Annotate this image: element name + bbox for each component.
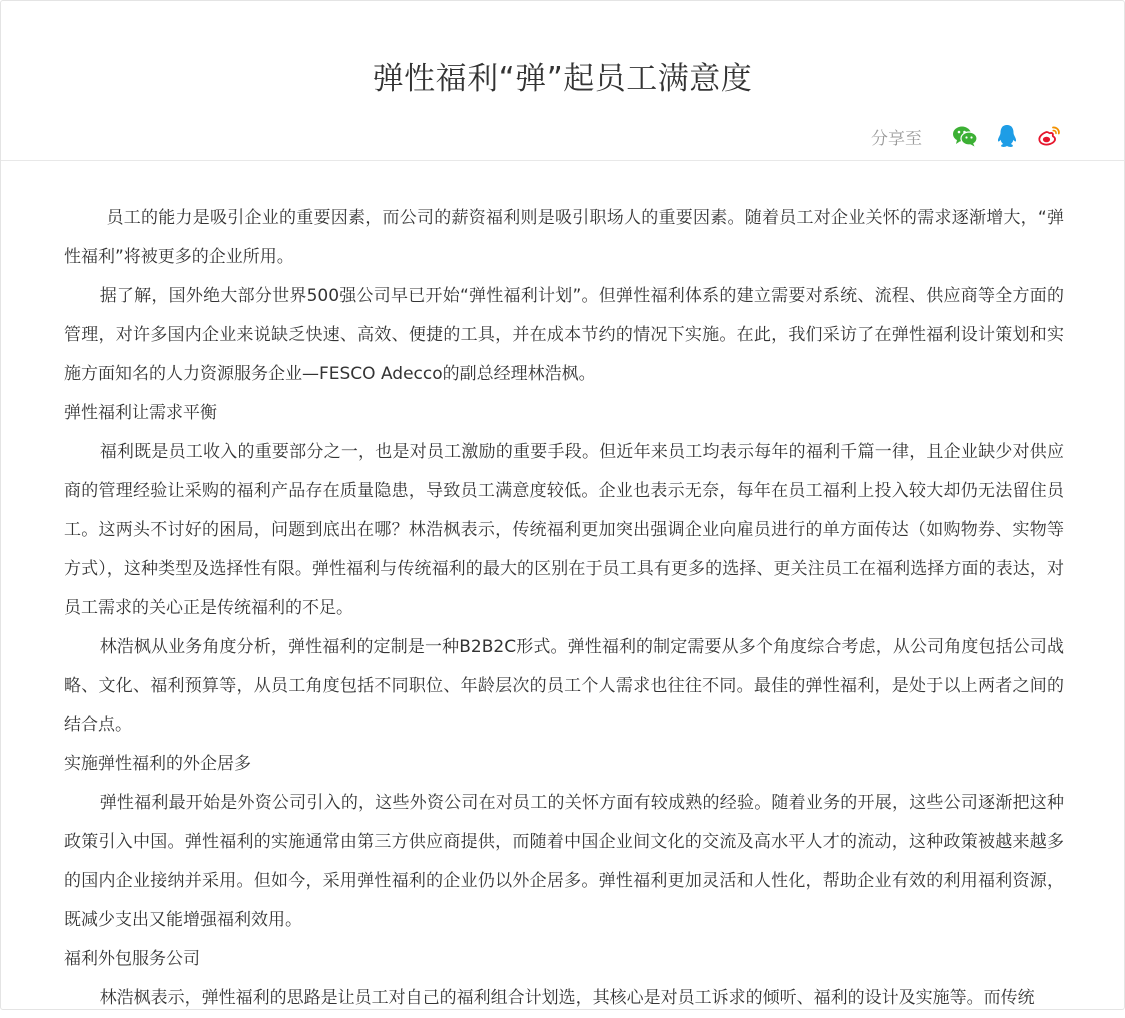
- section-heading: 福利外包服务公司: [64, 949, 200, 969]
- section-heading: 实施弹性福利的外企居多: [64, 754, 251, 774]
- share-bar: [871, 121, 1062, 151]
- paragraph: 福利既是员工收入的重要部分之一，也是对员工激励的重要手段。但近年来员工均表示每年的福利千篇一律，且企业缺少对供应商的管理经验让采购的福利产品存在质量隐患，导致员工满意度较低。企业也表示无奈，每年在员工福利上投入较大却仍无法留住员工。这两头不讨好的困局，问题到底出在哪？林浩枫表示，传统福利更加突出强调企业向雇员进行的单方面传达（如购物券、实物等方式），这种类型及选择性有限。弹性福利与传统福利的最大的区别在于员工具有更多的选择、更关注员工在福利选择方面的表达，对员工需求的关心正是传统福利的不足。: [64, 442, 1064, 618]
- paragraph: 据了解，国外绝大部分世界500强公司早已开始“弹性福利计划”。但弹性福利体系的建立需要对系统、流程、供应商等全方面的管理，对许多国内企业来说缺乏快速、高效、便捷的工具，并在成本节约的情况下实施。在此，我们采访了在弹性福利设计策划和实施方面知名的人力资源服务企业—FESCO Adecco的副总经理林浩枫。: [64, 286, 1064, 384]
- share-label: 分享至: [871, 128, 922, 149]
- article-body: [64, 199, 1064, 1018]
- section-heading: 弹性福利让需求平衡: [64, 403, 217, 423]
- weibo-icon[interactable]: [1036, 123, 1062, 149]
- wechat-icon[interactable]: [952, 123, 978, 149]
- paragraph: 林浩枫从业务角度分析，弹性福利的定制是一种B2B2C形式。弹性福利的制定需要从多个角度综合考虑，从公司角度包括公司战略、文化、福利预算等，从员工角度包括不同职位、年龄层次的员工个人需求也往往不同。最佳的弹性福利，是处于以上两者之间的结合点。: [64, 637, 1064, 735]
- paragraph: 林浩枫表示，弹性福利的思路是让员工对自己的福利组合计划选，其核心是对员工诉求的倾听、福利的设计及实施等。而传统: [99, 988, 1035, 1008]
- qq-icon[interactable]: [994, 123, 1020, 149]
- article-title: 弹性福利“弹”起员工满意度: [372, 61, 753, 97]
- paragraph: 员工的能力是吸引企业的重要因素，而公司的薪资福利则是吸引职场人的重要因素。随着员工对企业关怀的需求逐渐增大，“弹性福利”将被更多的企业所用。: [64, 208, 1064, 267]
- article-header: [1, 1, 1124, 161]
- paragraph: 弹性福利最开始是外资公司引入的，这些外资公司在对员工的关怀方面有较成熟的经验。随着业务的开展，这些公司逐渐把这种政策引入中国。弹性福利的实施通常由第三方供应商提供，而随着中国企业间文化的交流及高水平人才的流动，这种政策被越来越多的国内企业接纳并采用。但如今，采用弹性福利的企业仍以外企居多。弹性福利更加灵活和人性化，帮助企业有效的利用福利资源，既减少支出又能增强福利效用。: [64, 793, 1064, 930]
